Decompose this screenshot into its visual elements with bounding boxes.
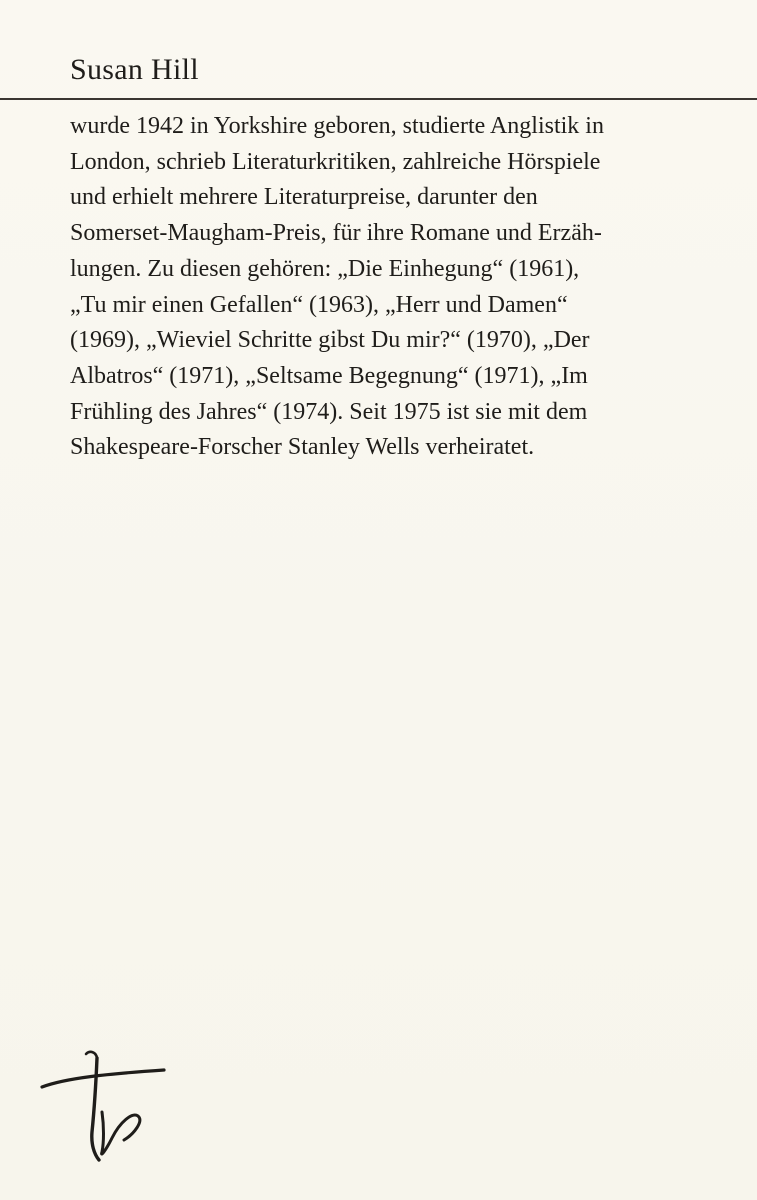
biography-line: und erhielt mehrere Literaturpreise, darunter den <box>70 184 538 211</box>
biography-line: „Tu mir einen Gefallen“ (1963), „Herr und Damen“ <box>70 291 568 318</box>
author-name: Susan Hill <box>70 53 199 86</box>
publisher-monogram-icon <box>36 1042 170 1168</box>
biography-line: Somerset-Maugham-Preis, für ihre Romane und Erzäh- <box>70 220 602 247</box>
biography-line: Albatros“ (1971), „Seltsame Begegnung“ (1971), „Im <box>70 362 588 389</box>
header-divider <box>0 98 757 100</box>
biography-line: Shakespeare-Forscher Stanley Wells verheiratet. <box>70 434 535 461</box>
biography-line: (1969), „Wieviel Schritte gibst Du mir?“ (1970), „Der <box>70 327 590 354</box>
biography-line: Frühling des Jahres“ (1974). Seit 1975 ist sie mit dem <box>70 398 588 425</box>
biography-line: London, schrieb Literaturkritiken, zahlreiche Hörspiele <box>70 148 601 175</box>
biography-line: lungen. Zu diesen gehören: „Die Einhegung“ (1961), <box>70 255 580 282</box>
author-biography <box>70 109 720 466</box>
header <box>0 0 757 100</box>
biography-line: wurde 1942 in Yorkshire geboren, studierte Anglistik in <box>70 113 604 139</box>
